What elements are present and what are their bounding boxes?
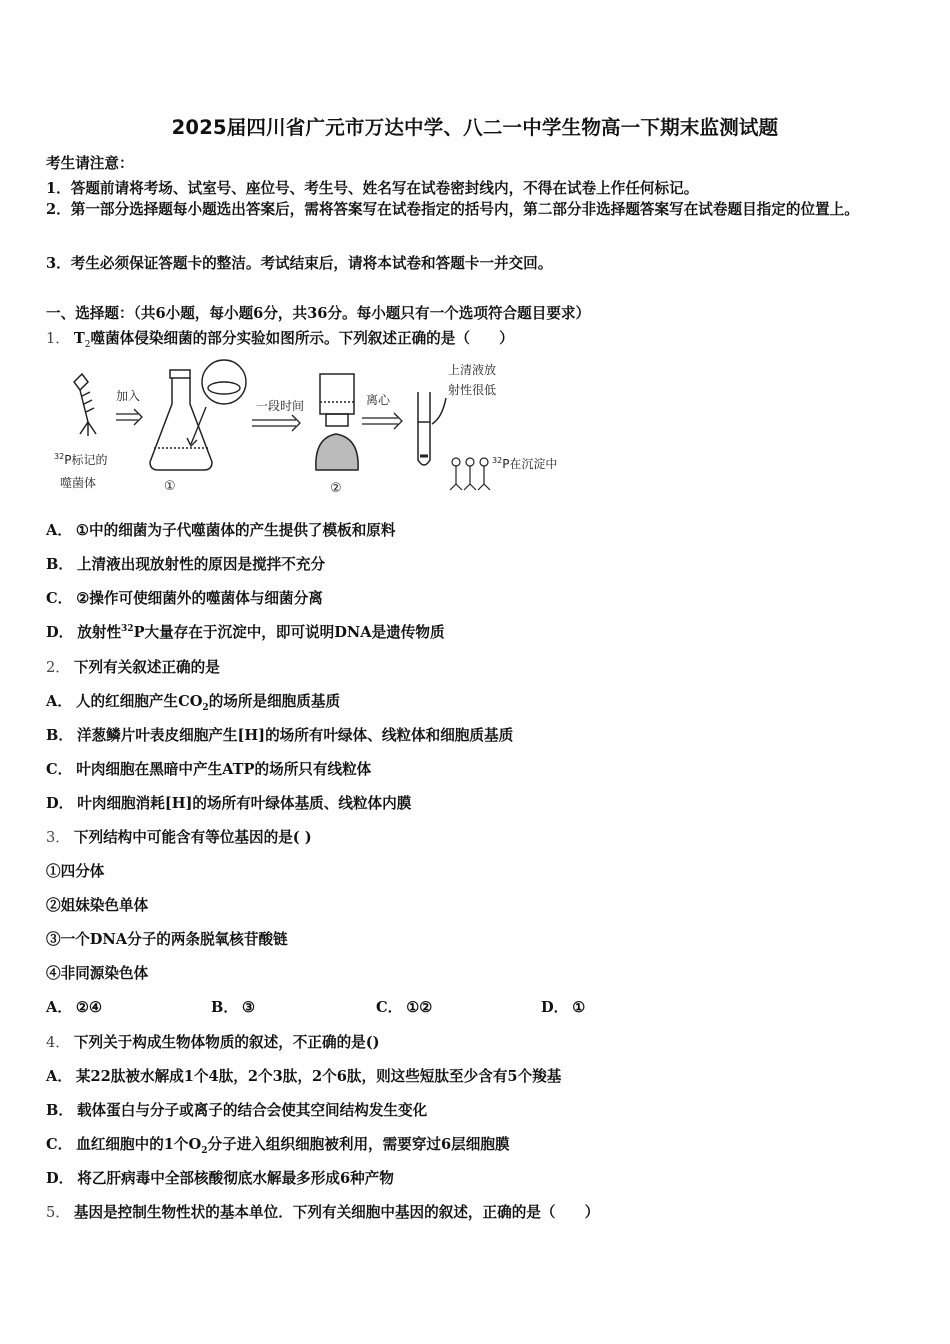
q3-options xyxy=(46,996,706,1017)
centrifuge-label: 离心 xyxy=(366,393,391,407)
q3-item-4: ④非同源染色体 xyxy=(46,965,149,982)
svg-text:32P在沉淀中: $^{32}$P在沉淀中 xyxy=(492,456,558,471)
arrow-icon xyxy=(116,409,142,425)
test-tube-icon xyxy=(418,392,446,465)
q3-item-3: ③一个DNA分子的两条脱氧核苷酸链 xyxy=(46,931,288,948)
q1-option-a: A． ①中的细菌为子代噬菌体的产生提供了模板和原料 xyxy=(46,522,396,539)
q3-option-d: D． ① xyxy=(541,999,586,1016)
q4-option-a: A． 某22肽被水解成1个4肽，2个3肽，2个6肽，则这些短肽至少含有5个羧基 xyxy=(46,1068,562,1085)
q1-option-c: C． ②操作可使细菌外的噬菌体与细菌分离 xyxy=(46,590,323,607)
q3-option-b: B． ③ xyxy=(211,999,256,1016)
question-number: 1． xyxy=(46,330,70,347)
notice-item-2: 2．第一部分选择题每小题选出答案后，需将答案写在试卷指定的括号内，第二部分非选择题答案写在试卷题目指定的位置上。 xyxy=(46,201,859,218)
blender-icon xyxy=(316,374,358,470)
q2-option-d: D． 叶肉细胞消耗[H]的场所有叶绿体基质、线粒体内膜 xyxy=(46,795,412,812)
notice-item-1: 1．答题前请将考场、试室号、座位号、考生号、姓名写在试卷密封线内，不得在试卷上作任何标记。 xyxy=(46,180,699,197)
supernatant-label-2: 射性很低 xyxy=(448,383,497,397)
q3-option-a: A． ②④ xyxy=(46,999,103,1016)
add-label: 加入 xyxy=(116,389,141,403)
q2-option-c: C． 叶肉细胞在黑暗中产生ATP的场所只有线粒体 xyxy=(46,761,372,778)
question-5-stem: 5． 基因是控制生物性状的基本单位．下列有关细胞中基因的叙述，正确的是（ ） xyxy=(46,1204,600,1221)
q1-option-d: D． 放射性$^{32}$P大量存在于沉淀中，即可说明DNA是遗传物质 xyxy=(46,624,445,641)
step-2-marker: ② xyxy=(330,481,342,496)
question-2-stem: 2． 下列有关叙述正确的是 xyxy=(46,659,220,676)
phage-group-icon xyxy=(450,458,490,490)
phage-icon xyxy=(74,374,96,436)
notice-heading: 考生请注意： xyxy=(46,155,134,172)
step-1-marker: ① xyxy=(164,479,176,494)
arrow-icon xyxy=(362,413,402,429)
notice-item-3: 3．考生必须保证答题卡的整洁。考试结束后，请将本试卷和答题卡一并交回。 xyxy=(46,255,553,272)
question-1-stem: 1． $T_2$噬菌体侵染细菌的部分实验如图所示。下列叙述正确的是（ ） xyxy=(46,330,514,350)
supernatant-label-1: 上清液放 xyxy=(448,363,497,377)
q4-option-d: D． 将乙肝病毒中全部核酸彻底水解最多形成6种产物 xyxy=(46,1170,394,1187)
q2-option-a: A． 人的红细胞产生$CO_2$的场所是细胞质基质 xyxy=(46,693,341,713)
phage-label: 噬菌体 xyxy=(60,476,97,490)
bacterium-zoom-icon xyxy=(187,360,246,446)
q3-option-c: C． ①② xyxy=(376,999,433,1016)
time-label: 一段时间 xyxy=(256,399,305,413)
question-4-stem: 4． 下列关于构成生物体物质的叙述，不正确的是() xyxy=(46,1034,380,1051)
phage-experiment-diagram xyxy=(46,352,576,502)
arrow-icon xyxy=(252,415,300,431)
svg-text:32P标记的: $^{32}$P标记的 xyxy=(54,452,108,467)
question-3-stem: 3． 下列结构中可能含有等位基因的是( ) xyxy=(46,829,312,846)
q3-item-2: ②姐妹染色单体 xyxy=(46,897,149,914)
q3-item-1: ①四分体 xyxy=(46,863,105,880)
page-title: 2025届四川省广元市万达中学、八二一中学生物高一下期末监测试题 xyxy=(171,116,779,139)
q1-option-b: B． 上清液出现放射性的原因是搅拌不充分 xyxy=(46,556,326,573)
q4-option-c: C． 血红细胞中的1个$O_2$分子进入组织细胞被利用，需要穿过6层细胞膜 xyxy=(46,1136,510,1156)
q2-option-b: B． 洋葱鳞片叶表皮细胞产生[H]的场所有叶绿体、线粒体和细胞质基质 xyxy=(46,727,514,744)
section-heading: 一、选择题：（共6小题，每小题6分，共36分。每小题只有一个选项符合题目要求） xyxy=(46,305,591,322)
q4-option-b: B． 载体蛋白与分子或离子的结合会使其空间结构发生变化 xyxy=(46,1102,428,1119)
